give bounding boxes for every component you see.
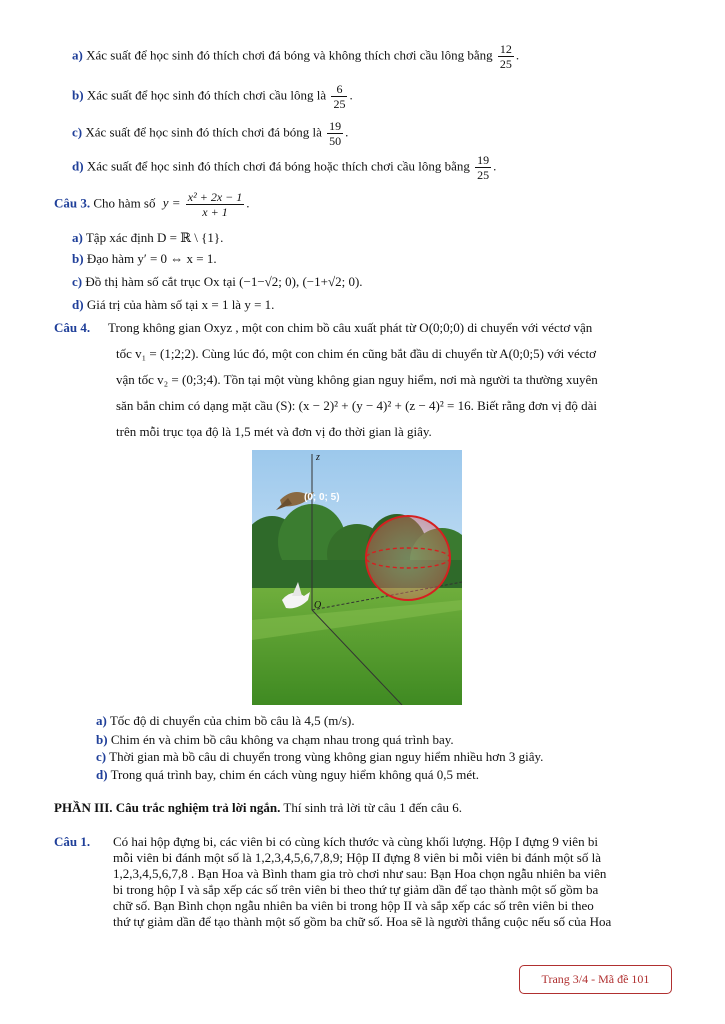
q1-line-5: chữ số. Bạn Bình chọn ngẫu nhiên ba viên bi trong hộp II và sắp xếp các số trên viên bi theo — [113, 898, 594, 913]
item-text: Xác suất để học sinh đó thích chơi đá bóng là — [85, 124, 322, 140]
item-text: Tốc độ di chuyển của chim bồ câu là 4,5 (m/s). — [109, 713, 355, 728]
fraction-denominator: 25 — [499, 57, 512, 71]
q4-line-2: tốc v₁ = (1;2;2). Cùng lúc đó, một con chim én cũng bắt đầu di chuyển từ A(0;0;5) với véctơ — [116, 346, 596, 361]
part-instruction: Thí sinh trả lời từ câu 1 đến câu 6. — [280, 800, 462, 815]
item-label: d) — [72, 158, 84, 174]
item-text: Đồ thị hàm số cắt trục Ox tại (−1−√2; 0), (−1+√2; 0). — [85, 274, 363, 289]
item-tail: . — [493, 158, 497, 174]
item-text: Chim én và chim bồ câu không va chạm nhau trong quá trình bay. — [110, 732, 454, 747]
page-footer-badge: Trang 3/4 - Mã đề 101 — [519, 965, 672, 994]
item-text: Giá trị của hàm số tại x = 1 là y = 1. — [86, 297, 275, 312]
q2-item-c — [72, 119, 348, 148]
fraction-denominator: 25 — [477, 168, 490, 182]
fraction — [475, 153, 491, 182]
item-text: Tập xác định D = ℝ \ {1}. — [85, 230, 224, 245]
fraction — [327, 119, 343, 148]
q4-label — [54, 320, 90, 336]
origin-label: O — [314, 600, 322, 611]
part-3-heading — [54, 800, 462, 816]
q1-line-4: bi trong hộp I và sắp xếp các số trên viên bi theo thứ tự giảm dần để tạo thành một số gồm ba — [113, 882, 599, 897]
item-label: b) — [72, 251, 84, 266]
item-tail: . — [515, 47, 520, 63]
item-tail: . — [349, 87, 353, 103]
q2-item-b — [72, 82, 353, 111]
question-label: Câu 3. — [54, 195, 91, 211]
q4-line-3: vận tốc v₂ = (0;3;4). Tồn tại một vùng không gian nguy hiểm, nơi mà người ta thường xuyên — [116, 372, 598, 387]
q3-header — [54, 190, 250, 219]
q4-line-4: săn bắn chim có dạng mặt cầu (S): (x − 2)² + (y − 4)² + (z − 4)² = 16. Biết rằng đơn vị độ dài — [116, 398, 597, 413]
q1-line-2: mỗi viên bi đánh một số là 1,2,3,4,5,6,7,8,9; Hộp II đựng 8 viên bi mỗi viên bi đánh một số là — [113, 850, 602, 865]
q4-item-d — [96, 767, 479, 783]
item-label: c) — [72, 274, 83, 289]
function-lhs: y = — [162, 195, 181, 211]
q3-item-c — [72, 274, 363, 290]
part-title: PHẦN III. Câu trắc nghiệm trả lời ngắn. — [54, 800, 281, 815]
item-text: Xác suất để học sinh đó thích chơi cầu lông là — [86, 87, 327, 103]
q4-item-c — [96, 749, 543, 765]
q2-item-d — [72, 153, 496, 182]
danger-sphere — [366, 516, 450, 600]
fraction-numerator: 19 — [329, 119, 342, 133]
z-axis-label: z — [316, 452, 320, 463]
function-fraction — [186, 190, 244, 219]
fraction-denominator: 50 — [329, 134, 342, 148]
item-tail: . — [345, 124, 349, 140]
item-label: a) — [72, 230, 83, 245]
q3-item-d — [72, 297, 274, 313]
question-label: Câu 1. — [54, 834, 91, 849]
q3-item-a — [72, 230, 223, 246]
q3-item-b — [72, 251, 217, 267]
item-text: Xác suất để học sinh đó thích chơi đá bóng và không thích chơi cầu lông bằng — [86, 47, 493, 63]
item-tail: . — [246, 195, 250, 211]
fraction-denominator: 25 — [333, 97, 346, 111]
figure-photo — [252, 450, 462, 705]
question-intro: Cho hàm số — [93, 195, 156, 211]
fraction-numerator: x² + 2x − 1 — [187, 190, 243, 204]
item-text: Đạo hàm y′ = 0 ⇔ x = 1. — [86, 251, 217, 266]
point-label: (0; 0; 5) — [304, 492, 340, 503]
fraction-denominator: x + 1 — [202, 205, 228, 219]
q2-item-a — [72, 42, 519, 71]
q4-line-5: trên mỗi trục tọa độ là 1,5 mét và đơn vị đo thời gian là giây. — [116, 424, 432, 439]
fraction — [331, 82, 347, 111]
fraction — [498, 42, 514, 71]
q4-line-1: Trong không gian Oxyz , một con chim bồ câu xuất phát từ O(0;0;0) di chuyển với véctơ vận — [108, 320, 593, 335]
item-label: a) — [72, 47, 83, 63]
item-label: d) — [72, 297, 84, 312]
item-text: Trong quá trình bay, chim én cách vùng nguy hiểm không quá 0,5 mét. — [110, 767, 479, 782]
question-label: Câu 4. — [54, 320, 91, 335]
q1-line-3: 1,2,3,4,5,6,7,8 . Bạn Hoa và Bình tham gia trò chơi như sau: Bạn Hoa chọn ngẫu nhiên ba viên — [113, 866, 607, 881]
fraction-numerator: 6 — [331, 82, 347, 97]
item-label: d) — [96, 767, 108, 782]
q1-line-1: Có hai hộp đựng bi, các viên bi có cùng kích thước và cùng khối lượng. Hộp I đựng 9 viên bi — [113, 834, 598, 849]
item-label: c) — [72, 124, 83, 140]
item-text: Thời gian mà bồ câu di chuyển trong vùng không gian nguy hiểm nhiều hơn 3 giây. — [109, 749, 544, 764]
fraction-numerator: 19 — [477, 153, 490, 167]
fraction-numerator: 12 — [499, 42, 512, 56]
q1-label — [54, 834, 90, 850]
park-illustration — [252, 450, 462, 705]
item-label: c) — [96, 749, 107, 764]
item-label: b) — [72, 87, 84, 103]
item-label: b) — [96, 732, 108, 747]
q1-line-6: thứ tự giảm dần để tạo thành một số gồm ba chữ số. Hoa sẽ là người thắng cuộc nếu số của Hoa — [113, 914, 612, 929]
q4-item-b — [96, 732, 454, 748]
item-text: Xác suất để học sinh đó thích chơi đá bóng hoặc thích chơi cầu lông bằng — [86, 158, 470, 174]
item-label: a) — [96, 713, 107, 728]
q4-item-a — [96, 713, 355, 729]
